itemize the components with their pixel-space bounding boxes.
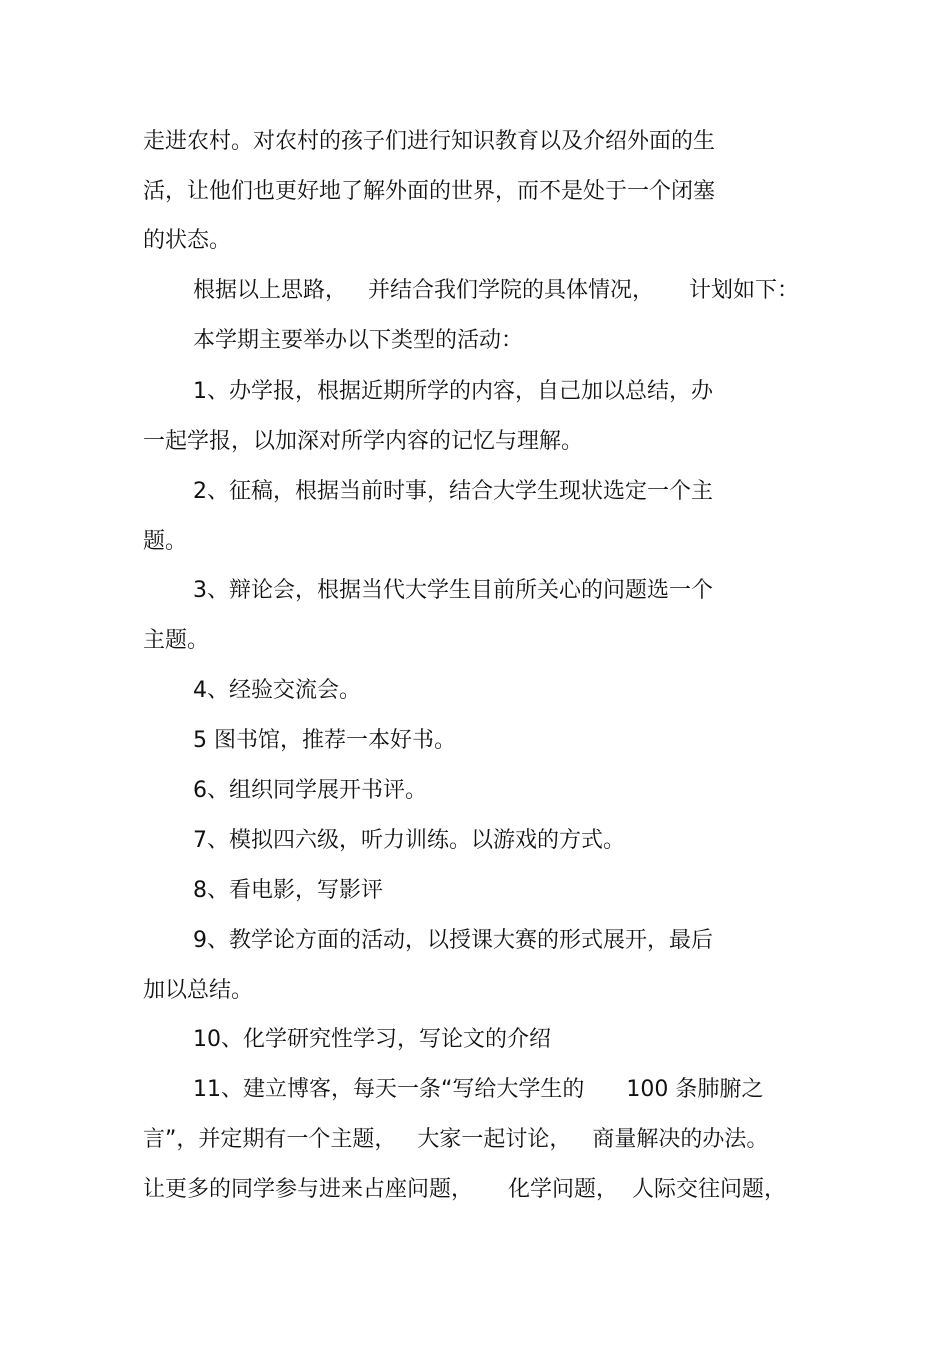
text-line: 一起学报，以加深对所学内容的记忆与理解。: [143, 429, 584, 454]
text-line: 6、组织同学展开书评。: [193, 778, 427, 803]
text-line: 题。: [143, 529, 188, 554]
text-line: 4、经验交流会。: [193, 678, 361, 703]
text-line: 让更多的同学参与进来占座问题， 化学问题， 人际交往问题，: [143, 1177, 786, 1202]
text-line: 5 图书馆，推荐一本好书。: [193, 728, 456, 753]
text-line: 9、教学论方面的活动，以授课大赛的形式展开，最后: [193, 928, 713, 953]
text-line: 加以总结。: [143, 978, 254, 1003]
text-line: 言”，并定期有一个主题， 大家一起讨论， 商量解决的办法。: [143, 1127, 769, 1152]
text-line: 的状态。: [143, 228, 232, 253]
text-line: 1、办学报，根据近期所学的内容，自己加以总结，办: [193, 379, 713, 404]
text-line: 8、看电影，写影评: [193, 878, 383, 903]
text-line: 7、模拟四六级，听力训练。以游戏的方式。: [193, 828, 625, 853]
text-line: 10、化学研究性学习，写论文的介绍: [193, 1027, 551, 1052]
text-line: 主题。: [143, 628, 210, 653]
text-line: 活，让他们也更好地了解外面的世界，而不是处于一个闭塞: [143, 179, 716, 204]
text-line: 11、建立博客，每天一条“写给大学生的 100 条肺腑之: [193, 1077, 764, 1102]
text-line: 走进农村。对农村的孩子们进行知识教育以及介绍外面的生: [143, 129, 716, 154]
text-line: 根据以上思路， 并结合我们学院的具体情况， 计划如下：: [193, 278, 799, 303]
text-line: 2、征稿，根据当前时事，结合大学生现状选定一个主: [193, 479, 713, 504]
text-line: 3、辩论会，根据当代大学生目前所关心的问题选一个: [193, 578, 713, 603]
text-line: 本学期主要举办以下类型的活动：: [193, 328, 524, 353]
